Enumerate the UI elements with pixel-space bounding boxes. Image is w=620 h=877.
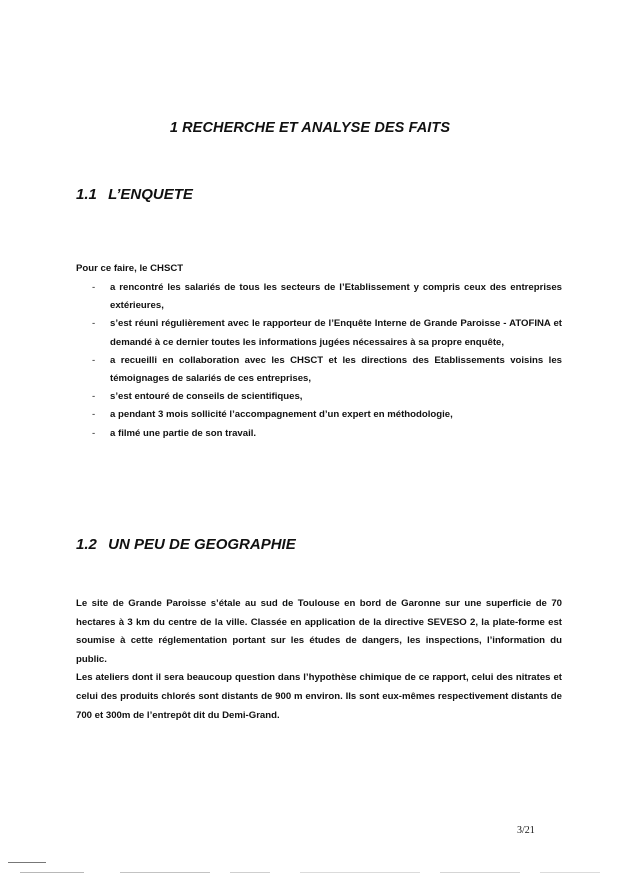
intro-text: Pour ce faire, le CHSCT bbox=[76, 263, 184, 274]
bullet-marker: - bbox=[92, 409, 96, 421]
action-list bbox=[92, 279, 562, 443]
bullet-marker: - bbox=[92, 427, 96, 439]
scan-artifact-line bbox=[440, 872, 520, 873]
list-item: - s’est entouré de conseils de scientifiques, bbox=[92, 388, 562, 406]
section-heading-geographie bbox=[76, 536, 296, 553]
list-item: - a recueilli en collaboration avec les CHSCT et les directions des Etablissements voisins les témoignages de salariés de ces entreprises, bbox=[92, 352, 562, 388]
scan-artifact-line bbox=[8, 862, 46, 863]
list-item: - a rencontré les salariés de tous les secteurs de l’Etablissement y compris ceux des entreprises extérieures, bbox=[92, 279, 562, 315]
list-item: - s’est réuni régulièrement avec le rapporteur de l’Enquête Interne de Grande Paroisse - ATOFINA et demandé à ce dernier toutes les informations jugées nécessaires à sa propre enquête, bbox=[92, 315, 562, 351]
bullet-marker: - bbox=[92, 318, 96, 330]
section-number: 1.2 bbox=[76, 536, 97, 553]
scan-artifact-line bbox=[120, 872, 210, 873]
scan-artifact-line bbox=[20, 872, 84, 873]
section-heading-enquete bbox=[76, 186, 193, 203]
paragraph: Le site de Grande Paroisse s’étale au sud de Toulouse en bord de Garonne sur une superficie de 70 hectares à 3 km du centre de la ville. Classée en application de la directive SEVESO 2, la plate-forme est soumise à cette réglementation portant sur les études de dangers, les inspections, l’information du public. bbox=[76, 598, 562, 665]
list-item: - a pendant 3 mois sollicité l’accompagnement d’un expert en méthodologie, bbox=[92, 406, 562, 424]
scan-artifact-line bbox=[230, 872, 270, 873]
paragraph: Les ateliers dont il sera beaucoup question dans l’hypothèse chimique de ce rapport, celui des nitrates et celui des produits chlorés sont distants de 900 m environ. Ils sont eux-mêmes respectivement distants de 700 et 300m de l’entrepôt dit du Demi-Grand. bbox=[76, 672, 562, 721]
page-number: 3/21 bbox=[517, 825, 535, 836]
section-title: UN PEU DE GEOGRAPHIE bbox=[108, 536, 296, 553]
list-item: - a filmé une partie de son travail. bbox=[92, 425, 562, 443]
bullet-marker: - bbox=[92, 354, 96, 366]
scan-artifact-line bbox=[300, 872, 420, 873]
section-title: L’ENQUETE bbox=[108, 186, 193, 203]
scan-artifact-line bbox=[540, 872, 600, 873]
bullet-marker: - bbox=[92, 282, 96, 293]
chapter-heading: 1 RECHERCHE ET ANALYSE DES FAITS bbox=[169, 120, 451, 136]
section-number: 1.1 bbox=[76, 186, 97, 203]
bullet-marker: - bbox=[92, 391, 96, 403]
geography-text bbox=[76, 595, 562, 725]
